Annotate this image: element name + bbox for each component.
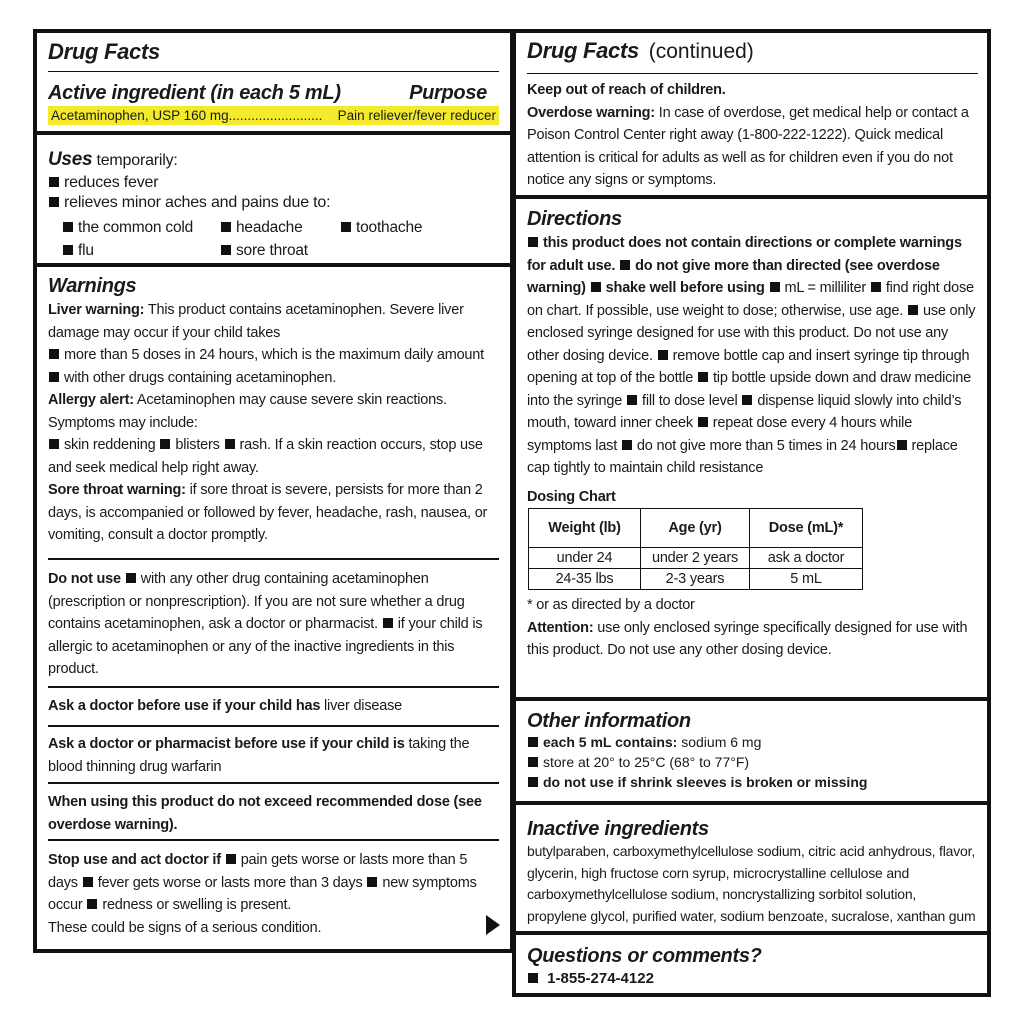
direction-ml-definition: mL = milliliter: [784, 280, 866, 296]
when-using-section: When using this product do not exceed recommended dose (see overdose warning).: [48, 794, 482, 833]
direction-shake-well: shake well before using: [605, 280, 765, 296]
liver-warning: [48, 299, 499, 389]
allergy-label: Allergy alert:: [48, 392, 134, 408]
ask-doctor-text: liver disease: [320, 698, 403, 714]
liver-item-other-drugs: with other drugs containing acetaminophen.: [64, 369, 337, 386]
drug-facts-title: Drug Facts: [48, 39, 160, 64]
sore-throat-warning: [48, 479, 499, 547]
questions-heading: Questions or comments?: [527, 945, 762, 967]
stop-use-closing: These could be signs of a serious condition.: [48, 919, 322, 936]
stop-use-label: Stop use and act doctor if: [48, 852, 221, 868]
warnings-section: [37, 273, 510, 547]
inactive-heading: Inactive ingredients: [527, 818, 709, 840]
do-not-use-section: [37, 568, 510, 681]
continue-arrow-icon: [486, 915, 500, 935]
dosing-cell: under 24: [529, 548, 641, 569]
direction-remove-cap: remove bottle cap and insert syringe tip through opening at top of the bottle: [527, 347, 970, 386]
other-information-section: [516, 710, 987, 792]
direction-no-adult: this product does not contain directions or complete warnings for adult use.: [527, 235, 962, 274]
questions-section: [516, 944, 987, 990]
direction-repeat: repeat dose every 4 hours while symptoms last: [527, 415, 913, 454]
direction-dispense: dispense liquid slowly into child’s mouth, toward inner cheek: [527, 392, 962, 431]
dosing-header-age: Age (yr): [641, 509, 750, 548]
symptom-toothache: toothache: [356, 219, 423, 236]
direction-max-times: do not give more than 5 times in 24 hours: [636, 437, 896, 454]
keep-out-of-reach: Keep out of reach of children.: [527, 82, 726, 98]
ask-doctor-pharmacist-section: [37, 733, 510, 778]
allergy-item-rash: rash. If a skin reaction occurs, stop use and seek medical help right away.: [48, 437, 483, 476]
symptom-headache: headache: [236, 219, 303, 236]
dosing-chart-table: [528, 508, 863, 590]
symptom-sore-throat: sore throat: [236, 242, 308, 259]
dosing-row: [529, 548, 863, 569]
purpose-heading: Purpose: [409, 82, 487, 104]
dosing-cell: under 2 years: [641, 548, 750, 569]
stop-use-item-fever: fever gets worse or lasts more than 3 days: [97, 874, 363, 891]
uses-section: [37, 147, 510, 262]
ingredient-purpose: Pain reliever/fever reducer: [337, 108, 496, 123]
uses-heading: Uses: [48, 149, 93, 170]
do-not-use-item-allergic: if your child is allergic to acetaminophen or any of the inactive ingredients in this product.: [48, 616, 483, 677]
allergy-alert: [48, 389, 499, 479]
dosing-cell: 24-35 lbs: [529, 569, 641, 590]
overdose-section: [516, 79, 987, 192]
other-info-shrink-sleeve: do not use if shrink sleeves is broken or missing: [543, 774, 868, 790]
sore-throat-text: if sore throat is severe, persists for more than 2 days, is accompanied or followed by fever, headache, rash, nausea, or vomiting, consult a doctor promptly.: [48, 482, 488, 543]
direction-find-dose: find right dose on chart. If possible, use weight to dose; otherwise, use age.: [527, 280, 974, 319]
warnings-heading: Warnings: [48, 275, 137, 297]
do-not-use-item-acetaminophen: with any other drug containing acetaminophen (prescription or nonprescription). If you are not sure whether a drug contains acetaminophen, ask a doctor or pharmacist.: [48, 571, 465, 632]
dosing-row: [529, 569, 863, 590]
stop-use-item-redness: redness or swelling is present.: [102, 897, 292, 913]
overdose-label: Overdose warning:: [527, 104, 655, 121]
allergy-item-blisters: blisters: [175, 437, 220, 453]
dosing-cell: 2-3 years: [641, 569, 750, 590]
inactive-list: butylparaben, carboxymethylcellulose sodium, citric acid anhydrous, flavor, glycerin, high fructose corn syrup, microcrystalline cellulose and carboxymethylcellulose sodium, noncrystallizing sorbitol solution, propylene glycol, purified water, sodium benzoate, sucralose, xanthan gum: [527, 843, 976, 924]
ask-pharmacist-label: Ask a doctor or pharmacist before use if your child is: [48, 736, 405, 752]
active-ingredient-section: [37, 39, 510, 125]
overdose-text: In case of overdose, get medical help or contact a Poison Control Center right away (1-800-222-1222). Quick medical attention is critical for adults as well as for children even if you do not notice any signs or symptoms.: [527, 104, 969, 188]
direction-do-not-exceed: do not give more than directed (see overdose warning): [527, 257, 940, 296]
drug-facts-left-panel: [33, 29, 514, 953]
active-ingredient-heading: Active ingredient (in each 5 mL): [48, 82, 341, 104]
dosing-chart-title: Dosing Chart: [527, 488, 616, 505]
do-not-use-label: Do not use: [48, 571, 121, 587]
direction-tip-bottle: tip bottle upside down and draw medicine into the syringe: [527, 370, 971, 409]
sore-throat-label: Sore throat warning:: [48, 482, 186, 498]
allergy-item-reddening: skin reddening: [64, 437, 156, 453]
stop-use-item-pain: pain gets worse or lasts more than 5 days: [48, 852, 468, 891]
allergy-text: Acetaminophen may cause severe skin reactions. Symptoms may include:: [48, 392, 447, 431]
continued-title: Drug Facts: [527, 38, 639, 63]
stop-use-item-new-symptoms: new symptoms occur: [48, 874, 477, 913]
liver-item-doses: more than 5 doses in 24 hours, which is the maximum daily amount: [64, 347, 484, 363]
dosing-header-weight: Weight (lb): [529, 509, 641, 548]
liver-warning-label: Liver warning:: [48, 302, 145, 318]
attention-text: use only enclosed syringe specifically designed for use with this product. Do not use any other dosing device.: [527, 619, 968, 658]
symptom-common-cold: the common cold: [78, 219, 194, 236]
questions-phone: 1-855-274-4122: [547, 970, 654, 987]
other-info-contains-text: sodium 6 mg: [677, 734, 762, 750]
uses-item-fever: reduces fever: [64, 174, 159, 191]
ingredient-name: Acetaminophen, USP 160 mg.........................: [51, 108, 323, 123]
ask-doctor-label: Ask a doctor before use if your child has: [48, 698, 321, 714]
liver-warning-text: This product contains acetaminophen. Severe liver damage may occur if your child takes: [48, 302, 464, 341]
uses-intro: temporarily:: [92, 152, 178, 169]
continued-header: [516, 38, 987, 74]
directions-section: [516, 206, 987, 662]
dosing-footnote: * or as directed by a doctor: [527, 597, 695, 613]
direction-fill-dose: fill to dose level: [641, 392, 738, 409]
drug-facts-right-panel: [512, 29, 991, 997]
dosing-header-dose: Dose (mL)*: [750, 509, 863, 548]
dosing-cell: ask a doctor: [750, 548, 863, 569]
inactive-ingredients-section: [516, 817, 987, 927]
uses-item-aches: relieves minor aches and pains due to:: [64, 194, 331, 211]
other-info-contains-label: each 5 mL contains:: [543, 734, 678, 750]
ask-doctor-section: [37, 695, 510, 718]
other-info-storage: store at 20° to 25°C (68° to 77°F): [543, 754, 750, 770]
active-ingredient-row: [48, 106, 499, 125]
direction-syringe: use only enclosed syringe designed for use with this product. Do not use any other dosing device.: [527, 302, 976, 364]
stop-use-section: [37, 849, 510, 939]
dosing-cell: 5 mL: [750, 569, 863, 590]
symptom-flu: flu: [78, 242, 94, 259]
directions-heading: Directions: [527, 208, 622, 230]
attention-label: Attention:: [527, 619, 594, 636]
direction-replace-cap: replace cap tightly to maintain child resistance: [527, 437, 958, 476]
other-info-heading: Other information: [527, 710, 691, 732]
ask-pharmacist-text: taking the blood thinning drug warfarin: [48, 736, 470, 775]
continued-suffix: (continued): [648, 40, 754, 63]
